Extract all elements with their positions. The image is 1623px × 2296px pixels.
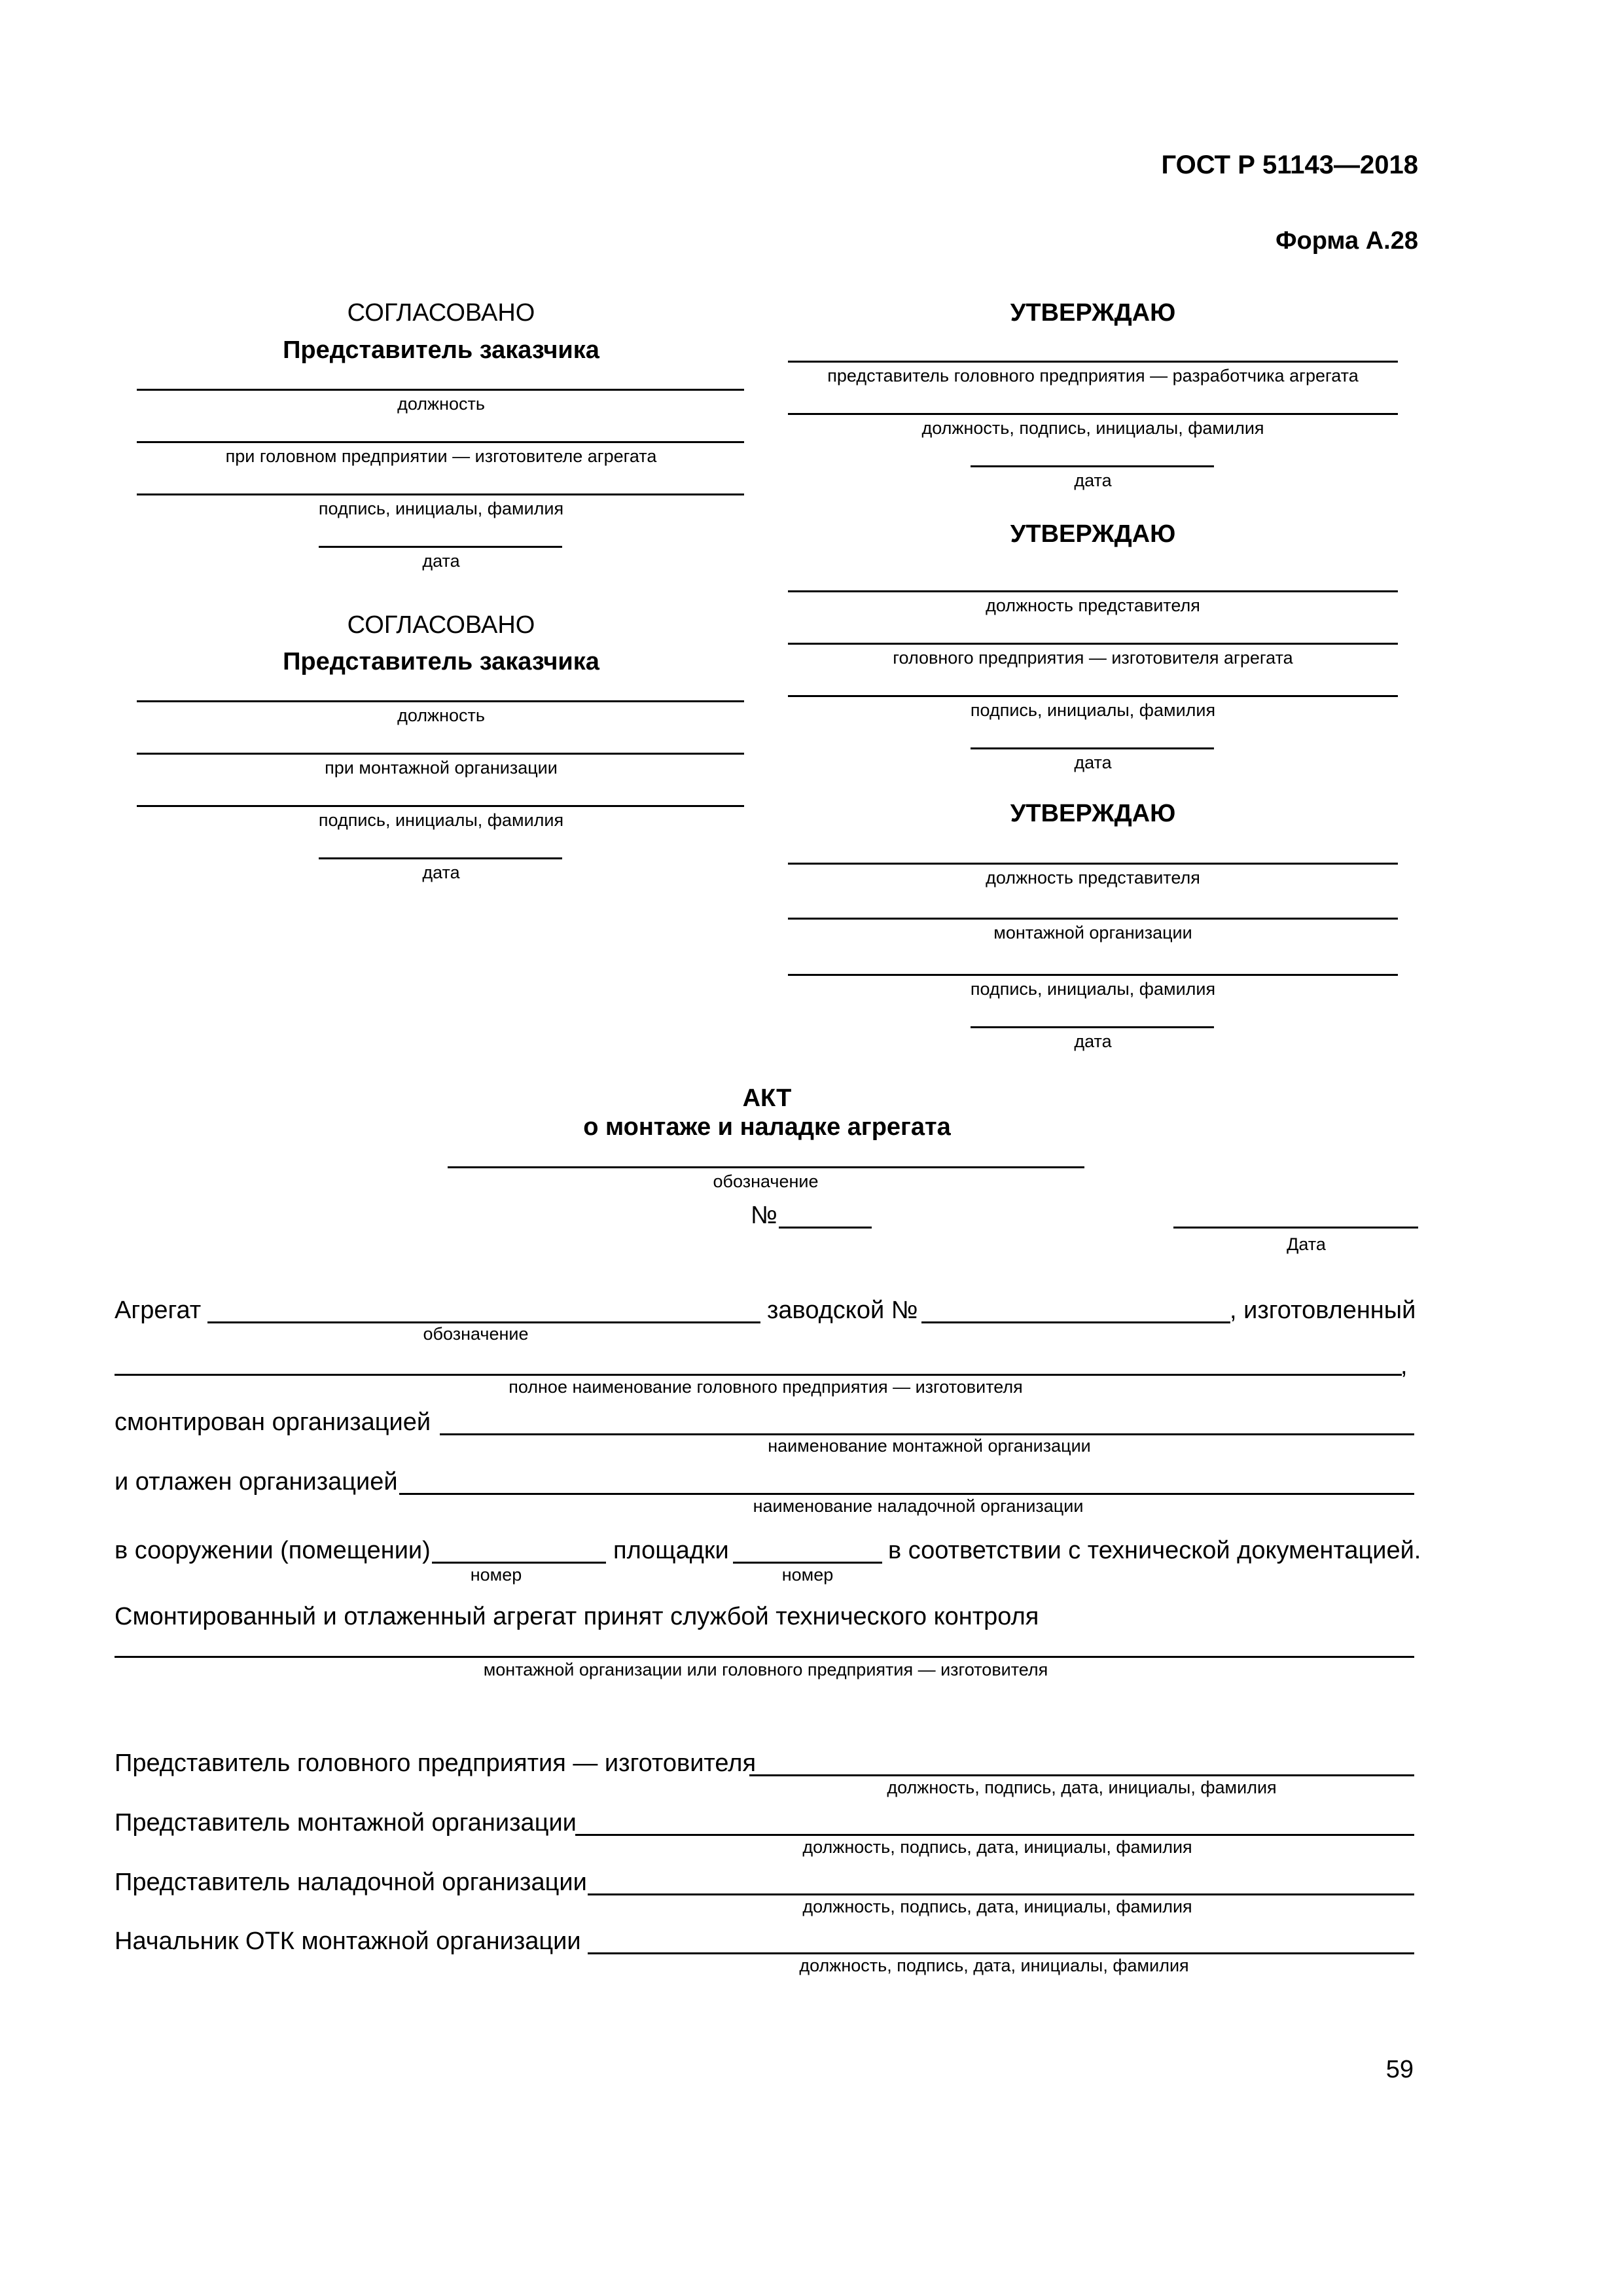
- act-subtitle: о монтаже и наладке агрегата: [583, 1113, 951, 1141]
- quality-control-field[interactable]: [115, 1656, 1414, 1658]
- aggregate-designation-field[interactable]: [207, 1321, 760, 1323]
- enterprise-field[interactable]: [137, 441, 744, 443]
- field-caption: обозначение: [423, 1324, 529, 1344]
- field-caption: дата: [1074, 753, 1112, 772]
- representative-field[interactable]: [788, 361, 1398, 363]
- date-field[interactable]: [971, 1026, 1214, 1028]
- field-caption: должность, подпись, инициалы, фамилия: [921, 418, 1264, 438]
- block-subtitle: Представитель заказчика: [283, 336, 599, 364]
- enterprise-field[interactable]: [788, 643, 1398, 645]
- signature-field[interactable]: [788, 695, 1398, 697]
- signature-field[interactable]: [575, 1834, 1414, 1836]
- manufactured-label: , изготовленный: [1230, 1297, 1416, 1324]
- field-caption: полное наименование головного предприятия — изготовителя: [508, 1377, 1023, 1397]
- field-caption: наименование монтажной организации: [768, 1436, 1091, 1456]
- signature-label: Начальник ОТК монтажной организации: [115, 1928, 581, 1955]
- date-field[interactable]: [319, 546, 562, 548]
- field-caption: номер: [781, 1565, 834, 1585]
- act-title: АКТ: [742, 1085, 792, 1112]
- field-caption: дата: [1074, 1031, 1112, 1051]
- field-caption: номер: [470, 1565, 522, 1585]
- signature-field[interactable]: [588, 1893, 1414, 1895]
- adjusting-organization-field[interactable]: [399, 1493, 1414, 1495]
- field-caption: должность, подпись, дата, инициалы, фамилия: [887, 1778, 1277, 1797]
- manufacturer-field[interactable]: [115, 1374, 1402, 1376]
- field-caption: должность представителя: [986, 596, 1200, 615]
- site-label: площадки: [613, 1537, 729, 1564]
- accepted-text: Смонтированный и отлаженный агрегат принят службой технического контроля: [115, 1603, 1039, 1630]
- field-caption: Дата: [1287, 1234, 1326, 1254]
- aggregate-label: Агрегат: [115, 1297, 202, 1324]
- organization-field[interactable]: [788, 918, 1398, 920]
- field-caption: головного предприятия — изготовителя агрегата: [893, 648, 1293, 668]
- signature-label: Представитель головного предприятия — изготовителя: [115, 1749, 757, 1777]
- block-title: УТВЕРЖДАЮ: [1010, 800, 1176, 827]
- date-field[interactable]: [971, 747, 1214, 749]
- position-field[interactable]: [788, 863, 1398, 865]
- field-caption: при монтажной организации: [325, 758, 558, 778]
- signature-field[interactable]: [788, 413, 1398, 415]
- signature-label: Представитель наладочной организации: [115, 1869, 587, 1896]
- form-number: Форма А.28: [1275, 227, 1418, 255]
- field-caption: дата: [422, 863, 460, 882]
- signature-field[interactable]: [137, 805, 744, 807]
- serial-number-label: заводской №: [767, 1297, 918, 1324]
- serial-number-field[interactable]: [921, 1321, 1230, 1323]
- field-caption: должность, подпись, дата, инициалы, фамилия: [802, 1897, 1192, 1916]
- block-title: СОГЛАСОВАНО: [347, 611, 535, 639]
- field-caption: представитель головного предприятия — разработчика агрегата: [827, 366, 1359, 386]
- field-caption: подпись, инициалы, фамилия: [318, 499, 564, 518]
- field-caption: обозначение: [713, 1172, 819, 1191]
- position-field[interactable]: [137, 700, 744, 702]
- field-caption: дата: [422, 551, 460, 571]
- field-caption: наименование наладочной организации: [753, 1496, 1084, 1516]
- field-caption: должность, подпись, дата, инициалы, фамилия: [802, 1837, 1192, 1857]
- field-caption: подпись, инициалы, фамилия: [318, 810, 564, 830]
- act-number-label: №: [751, 1202, 777, 1229]
- field-caption: монтажной организации или головного предприятия — изготовителя: [483, 1660, 1048, 1679]
- documentation-text: в соответствии с технической документацией.: [888, 1537, 1421, 1564]
- field-caption: подпись, инициалы, фамилия: [970, 700, 1216, 720]
- site-number-field[interactable]: [733, 1562, 882, 1564]
- signature-field[interactable]: [749, 1774, 1414, 1776]
- signature-field[interactable]: [137, 493, 744, 495]
- mounting-organization-field[interactable]: [440, 1433, 1414, 1435]
- date-field[interactable]: [319, 857, 562, 859]
- block-title: УТВЕРЖДАЮ: [1010, 520, 1176, 548]
- date-field[interactable]: [971, 465, 1214, 467]
- field-caption: должность представителя: [986, 868, 1200, 888]
- field-caption: монтажной организации: [993, 923, 1192, 942]
- field-caption: при головном предприятии — изготовителе агрегата: [225, 446, 657, 466]
- page-number: 59: [1385, 2056, 1414, 2083]
- field-caption: должность, подпись, дата, инициалы, фамилия: [799, 1956, 1189, 1975]
- organization-field[interactable]: [137, 753, 744, 755]
- field-caption: подпись, инициалы, фамилия: [970, 979, 1216, 999]
- position-field[interactable]: [137, 389, 744, 391]
- block-subtitle: Представитель заказчика: [283, 648, 599, 675]
- act-number-field[interactable]: [779, 1227, 872, 1229]
- building-number-field[interactable]: [432, 1562, 606, 1564]
- signature-label: Представитель монтажной организации: [115, 1809, 577, 1837]
- act-date-field[interactable]: [1173, 1227, 1418, 1229]
- act-designation-field[interactable]: [448, 1166, 1084, 1168]
- block-title: СОГЛАСОВАНО: [347, 299, 535, 327]
- comma: ,: [1400, 1352, 1408, 1380]
- field-caption: дата: [1074, 471, 1112, 490]
- building-label: в сооружении (помещении): [115, 1537, 431, 1564]
- adjusted-label: и отлажен организацией: [115, 1468, 398, 1496]
- signature-field[interactable]: [788, 974, 1398, 976]
- field-caption: должность: [397, 706, 485, 725]
- mounted-label: смонтирован организацией: [115, 1408, 431, 1436]
- field-caption: должность: [397, 394, 485, 414]
- position-field[interactable]: [788, 590, 1398, 592]
- signature-field[interactable]: [588, 1952, 1414, 1954]
- block-title: УТВЕРЖДАЮ: [1010, 299, 1176, 327]
- standard-number: ГОСТ Р 51143—2018: [1161, 151, 1418, 179]
